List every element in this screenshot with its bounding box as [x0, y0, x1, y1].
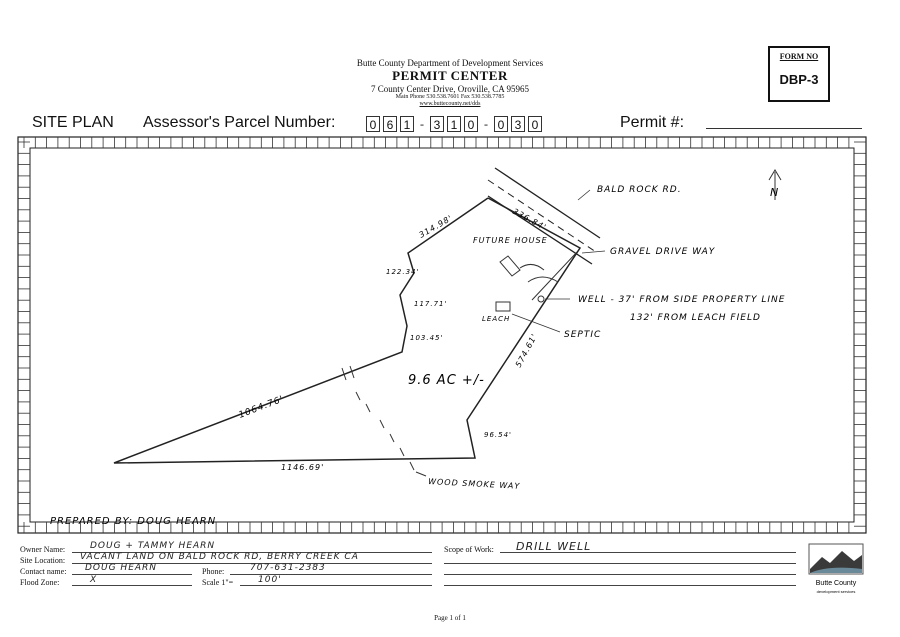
form-number-label: FORM NO — [779, 52, 819, 61]
phone-label: Phone: — [202, 567, 225, 576]
septic-label: SEPTIC — [564, 330, 602, 340]
phone-numbers: Main Phone 530.538.7601 Fax 530.538.7785 — [395, 94, 505, 100]
acreage-label: 9.6 AC +/- — [408, 373, 485, 388]
dim-left-low: 103.45' — [410, 334, 444, 342]
scale-value: 100' — [258, 575, 282, 585]
prepared-by: PREPARED BY: DOUG HEARN — [50, 516, 217, 527]
woodsmoke-label: WOOD SMOKE WAY — [427, 477, 521, 491]
apn-digit[interactable]: 0 — [464, 116, 478, 132]
septic-leader — [512, 314, 560, 332]
dim-left-short: 122.34' — [386, 268, 420, 276]
future-house-label: FUTURE HOUSE — [473, 236, 548, 245]
contact-label: Contact name: — [20, 567, 67, 576]
apn-digit[interactable]: 6 — [383, 116, 397, 132]
leach-field — [496, 302, 510, 311]
scope-of-work-value: DRILL WELL — [516, 540, 592, 553]
flood-zone-value: X — [90, 575, 98, 585]
logo-name: Butte County — [815, 580, 857, 587]
owner-value: DOUG + TAMMY HEARN — [90, 541, 216, 551]
scope-of-work-line-4[interactable] — [444, 585, 796, 586]
butte-county-logo — [808, 543, 864, 597]
road-label: BALD ROCK RD. — [597, 185, 682, 195]
apn-digit[interactable]: 0 — [494, 116, 508, 132]
scale-field-line[interactable] — [240, 585, 432, 586]
apn-digit[interactable]: 0 — [366, 116, 380, 132]
dim-bottom: 1146.69' — [281, 463, 325, 472]
logo-tagline: development services — [816, 589, 856, 594]
scale-label: Scale 1"= — [202, 578, 234, 587]
north-label: N — [770, 186, 780, 199]
well-symbol — [538, 296, 544, 302]
apn-label: Assessor's Parcel Number: — [143, 114, 336, 131]
site-plan-heading: SITE PLAN — [32, 114, 114, 131]
apn-digit[interactable]: 3 — [511, 116, 525, 132]
driveway-curves — [520, 264, 558, 282]
apn-separator: - — [420, 117, 424, 131]
driveway-leader — [582, 251, 605, 253]
site-location-label: Site Location: — [20, 556, 66, 565]
department-name: Butte County Department of Development Services — [356, 58, 544, 68]
page-title: PERMIT CENTER — [392, 68, 508, 83]
phone-value: 707-631-2383 — [250, 563, 326, 573]
form-number-code: DBP-3 — [779, 72, 819, 87]
site-location-value: VACANT LAND ON BALD ROCK RD, BERRY CREEK CA — [80, 552, 359, 562]
road-leader — [578, 190, 590, 200]
scope-of-work-line-3[interactable] — [444, 574, 796, 575]
permit-label: Permit #: — [620, 114, 685, 131]
address: 7 County Center Drive, Oroville, CA 95965 — [371, 84, 529, 94]
well-note-2: 132' FROM LEACH FIELD — [630, 313, 761, 323]
dim-diagonal: 1064.76' — [237, 394, 286, 421]
owner-label: Owner Name: — [20, 545, 66, 554]
dim-road: 336.84' — [511, 206, 549, 233]
well-note-1: WELL - 37' FROM SIDE PROPERTY LINE — [578, 295, 786, 305]
scope-of-work-label: Scope of Work: — [444, 545, 494, 554]
gravel-driveway-label: GRAVEL DRIVE WAY — [610, 247, 716, 257]
contact-value: DOUG HEARN — [85, 563, 158, 573]
leach-label: LEACH — [482, 315, 511, 323]
house-footprint — [500, 256, 520, 276]
apn-digit[interactable]: 1 — [400, 116, 414, 132]
apn-separator: - — [484, 117, 488, 131]
apn-digit[interactable]: 1 — [447, 116, 461, 132]
dim-top: 314.98' — [417, 213, 455, 240]
page-number: Page 1 of 1 — [434, 614, 466, 622]
flood-zone-field-line[interactable] — [72, 585, 192, 586]
scope-of-work-line-2[interactable] — [444, 563, 796, 564]
apn-digit[interactable]: 3 — [430, 116, 444, 132]
flood-zone-label: Flood Zone: — [20, 578, 60, 587]
dim-right-long: 574.61' — [513, 331, 540, 369]
apn-digit[interactable]: 0 — [528, 116, 542, 132]
road-edge-top — [495, 168, 600, 238]
website-link[interactable]: www.buttecounty.net/dds — [419, 101, 481, 107]
dim-left-mid: 117.71' — [414, 300, 448, 308]
driveway-line — [532, 252, 577, 300]
dim-right-low: 96.54' — [484, 431, 512, 439]
